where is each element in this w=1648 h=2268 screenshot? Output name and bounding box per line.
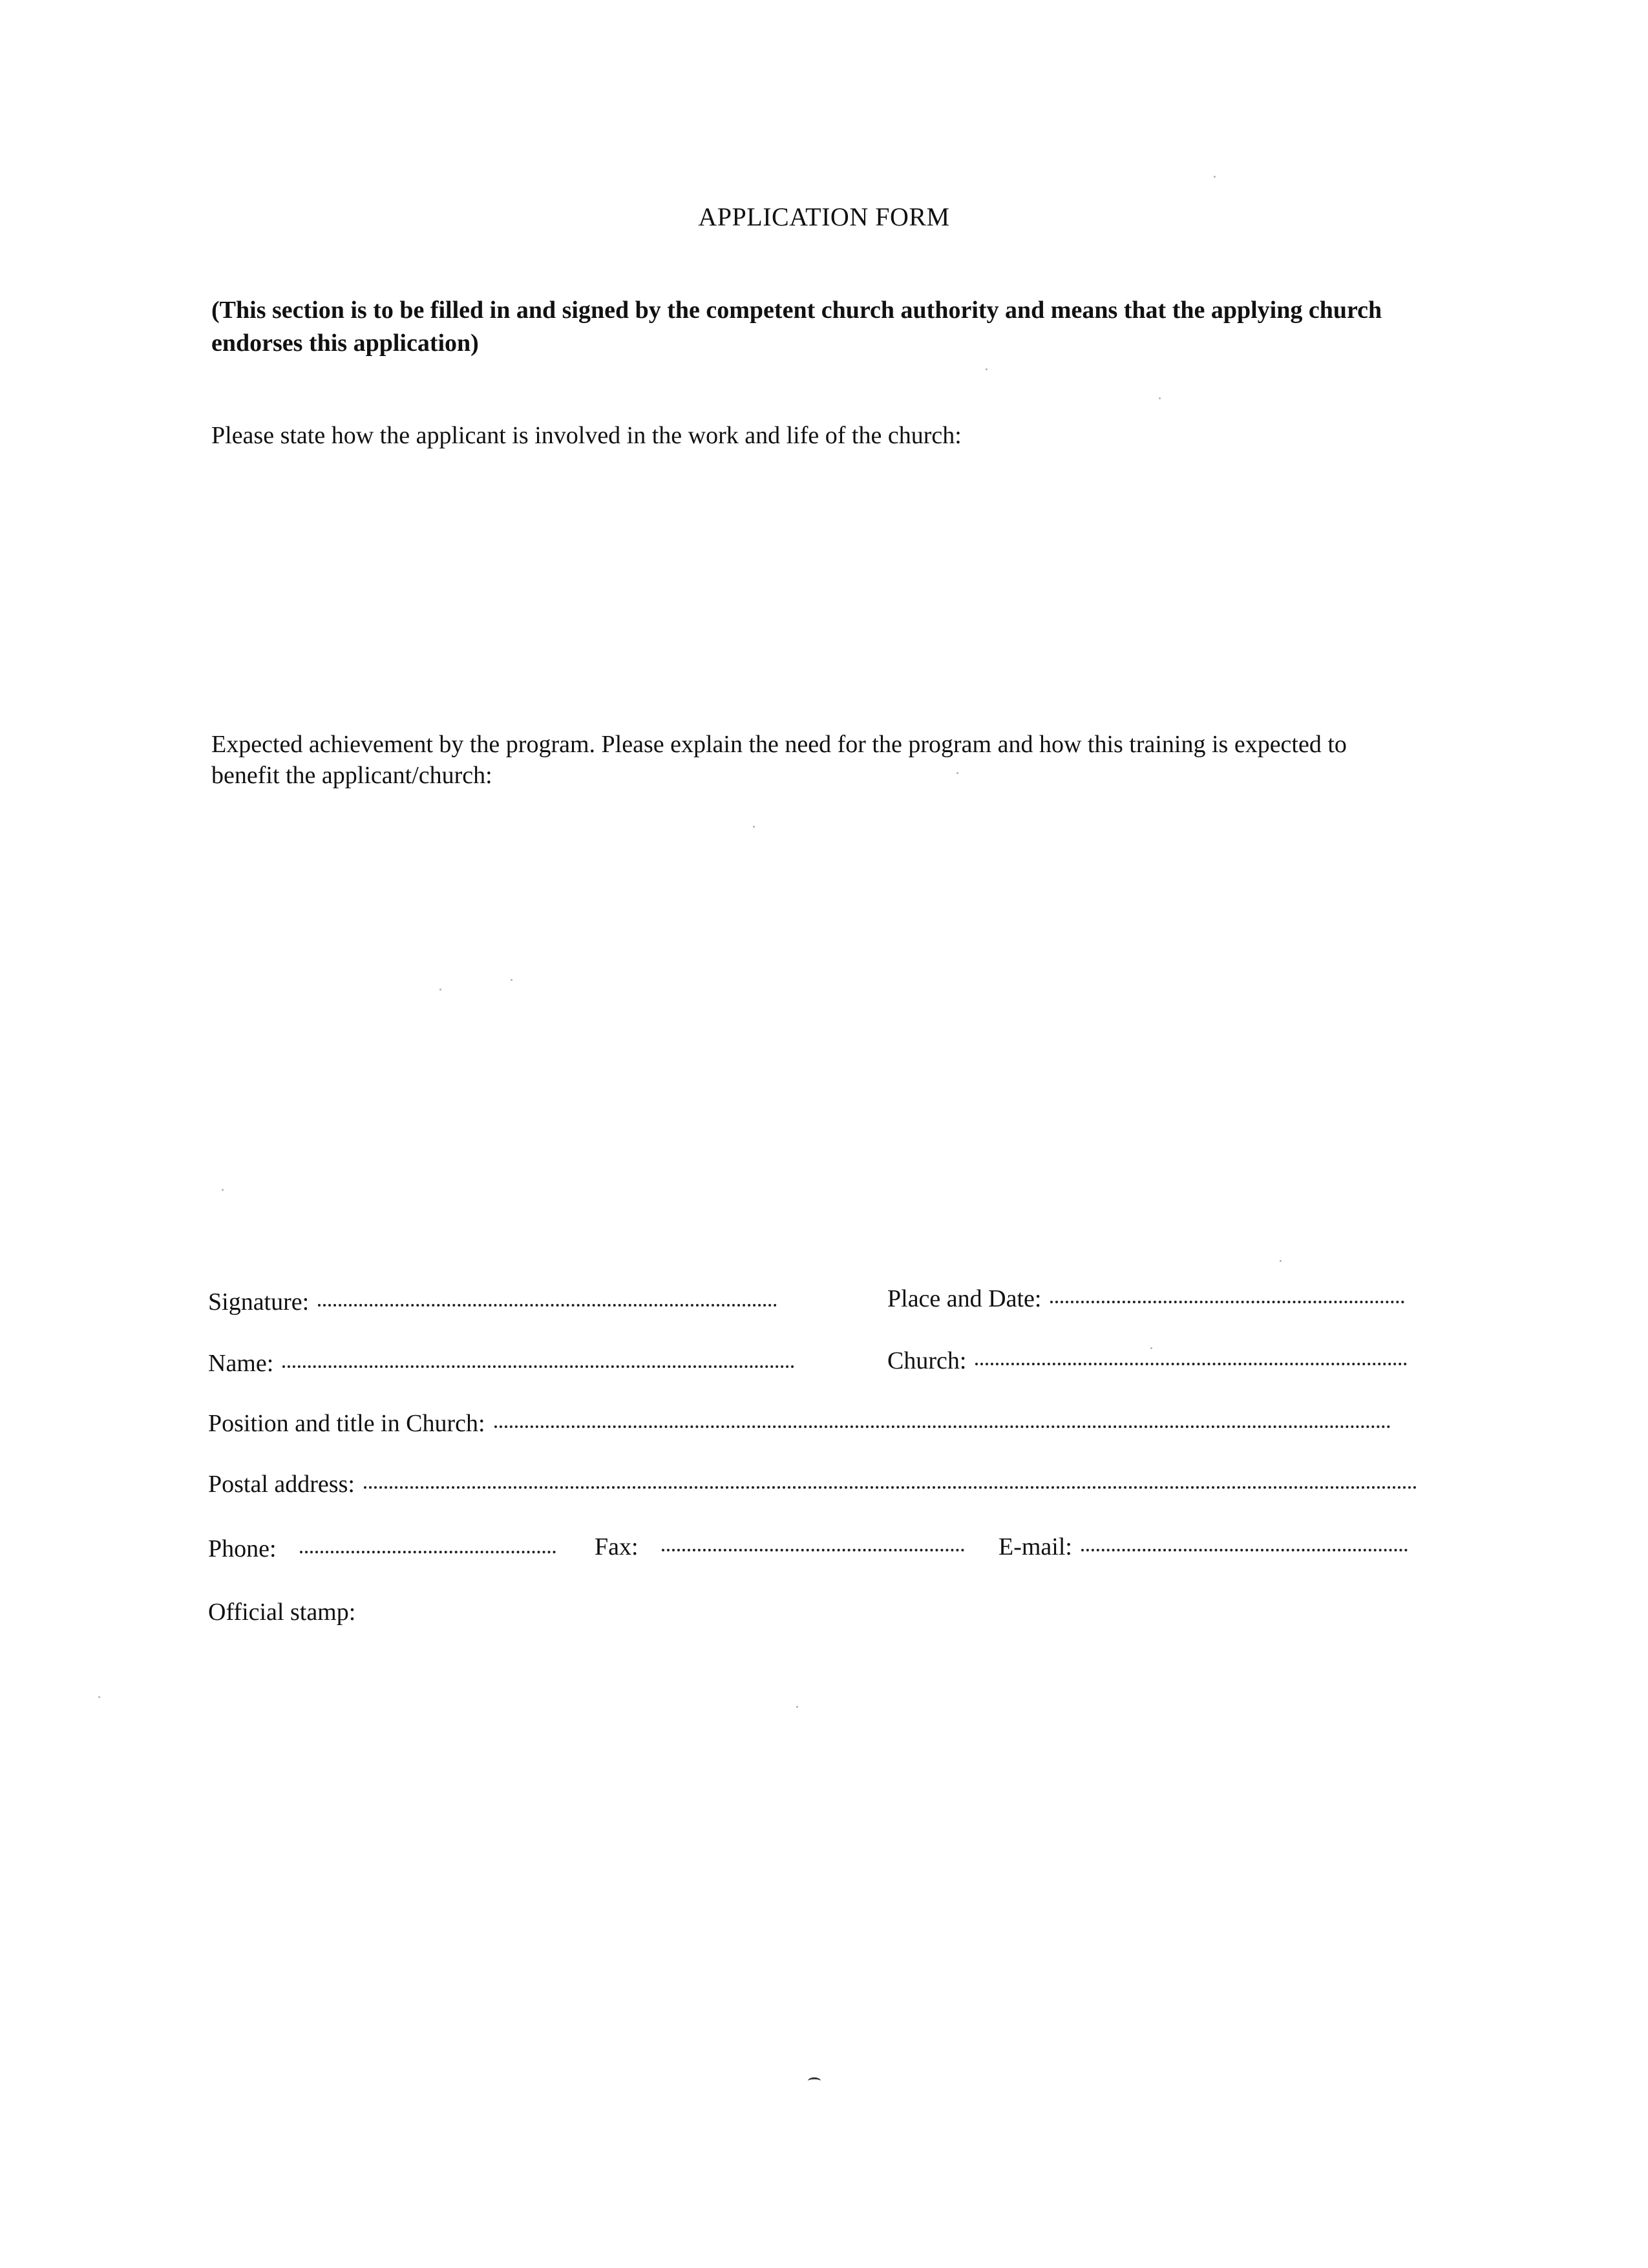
scan-speck <box>986 368 988 370</box>
postal-address-dotted-line[interactable] <box>364 1486 1417 1489</box>
involvement-question: Please state how the applicant is involved in the work and life of the church: <box>211 422 962 449</box>
signature-dotted-line[interactable] <box>318 1304 777 1307</box>
scan-speck <box>956 772 958 774</box>
name-label: Name: <box>208 1350 274 1377</box>
scan-speck <box>1150 1347 1152 1349</box>
scan-speck <box>511 979 512 981</box>
email-dotted-line[interactable] <box>1081 1549 1408 1551</box>
church-label: Church: <box>887 1347 967 1374</box>
fax-dotted-line[interactable] <box>662 1549 964 1551</box>
official-stamp-field <box>208 1598 355 1626</box>
signature-field[interactable] <box>208 1288 777 1316</box>
fax-field[interactable] <box>595 1533 964 1561</box>
page-number-mark <box>808 2077 821 2084</box>
scan-speck <box>222 1189 224 1191</box>
signature-label: Signature: <box>208 1288 310 1316</box>
achievement-question: Expected achievement by the program. Please explain the need for the program and how this training is expected to benefit the applicant/church: <box>211 731 1347 789</box>
scan-speck <box>1214 176 1216 178</box>
church-dotted-line[interactable] <box>975 1363 1407 1365</box>
position-field[interactable] <box>208 1409 1391 1438</box>
scan-speck <box>796 1706 798 1708</box>
place-date-label: Place and Date: <box>887 1285 1042 1312</box>
postal-address-field[interactable] <box>208 1470 1417 1498</box>
scan-speck <box>753 826 755 828</box>
official-stamp-label: Official stamp: <box>208 1599 356 1626</box>
phone-dotted-line[interactable] <box>300 1551 556 1553</box>
email-label: E-mail: <box>998 1533 1072 1560</box>
scan-speck <box>439 989 441 991</box>
email-field[interactable] <box>998 1533 1408 1561</box>
phone-label: Phone: <box>208 1535 277 1562</box>
scan-speck <box>1159 397 1161 399</box>
name-field[interactable] <box>208 1349 794 1378</box>
postal-address-label: Postal address: <box>208 1471 355 1498</box>
church-field[interactable] <box>887 1347 1407 1375</box>
phone-field[interactable] <box>208 1535 556 1563</box>
position-dotted-line[interactable] <box>494 1425 1391 1428</box>
scan-speck <box>98 1696 100 1698</box>
scan-speck <box>1280 1260 1282 1262</box>
form-title: APPLICATION FORM <box>698 202 950 231</box>
fax-label: Fax: <box>595 1533 639 1560</box>
place-date-dotted-line[interactable] <box>1050 1301 1404 1303</box>
place-date-field[interactable] <box>887 1285 1404 1313</box>
name-dotted-line[interactable] <box>282 1365 794 1368</box>
endorsement-instructions: (This section is to be filled in and signed by the competent church authority and means that the applying church endorses this application) <box>211 297 1382 357</box>
position-label: Position and title in Church: <box>208 1410 485 1437</box>
